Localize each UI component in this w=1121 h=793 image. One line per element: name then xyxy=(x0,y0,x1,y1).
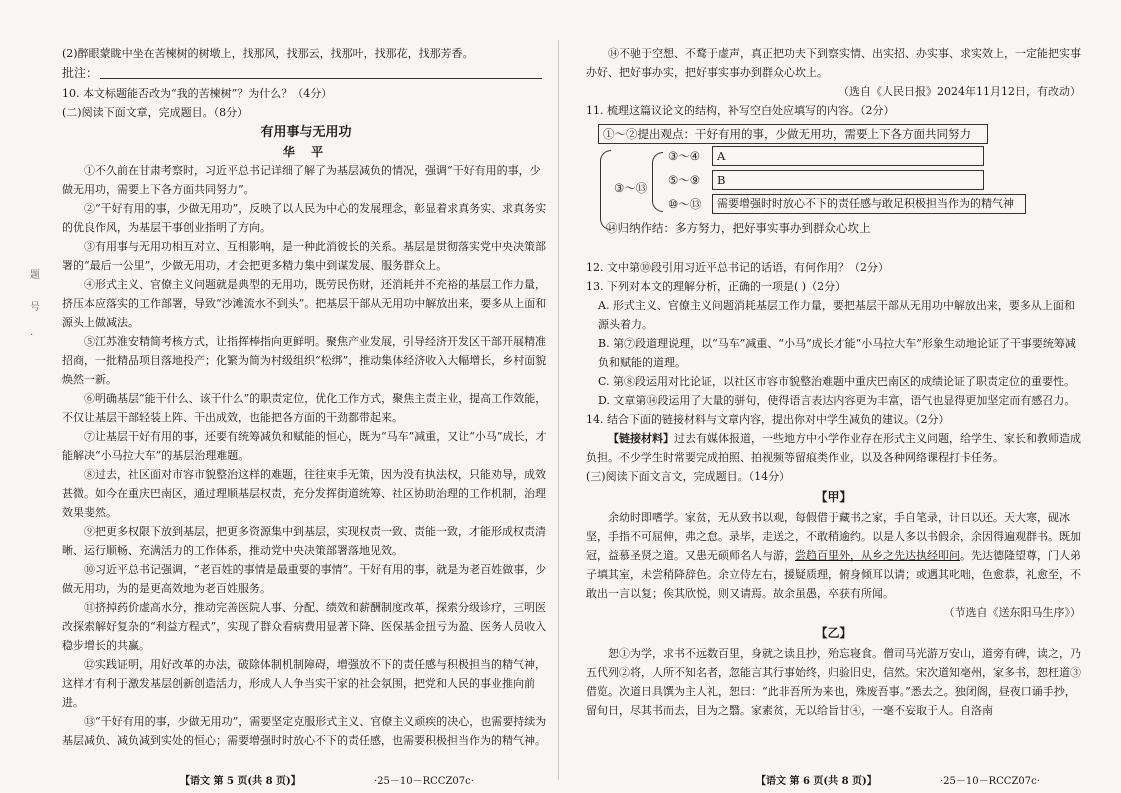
paragraph-10: ⑩习近平总书记强调，“老百姓的事情是最重要的事情”。干好有用的事，就是为老百姓做事，少做无用功，为的是更高效地为老百姓服务。 xyxy=(62,563,547,595)
question-11: 11. 梳理这篇议论文的结构，补写空白处应填写的内容。（2分） xyxy=(586,104,895,117)
side-mark-3: · xyxy=(30,330,34,341)
paragraph-6: ⑥明确基层“能干什么、该干什么”的职责定位，优化工作方式，聚焦主责主业，提高工作效能，不仅让基层干部轻装上阵、干出成效，也能把各方面的干劲都带起来。 xyxy=(62,392,547,424)
paragraph-8: ⑧过去，社区面对市容市貌整治这样的难题，往往束手无策，因为没有执法权，只能劝导，成效甚微。如今在重庆巴南区，通过理顺基层权责，充分发挥街道统筹、社区协助治理的工作机制，治理效果斐然。 xyxy=(62,468,546,519)
poem-line: (2)醉眼蒙眬中坐在苦楝树的树墩上，找那风，找那云，找那叶，找那花，找那芳香。 xyxy=(62,47,474,60)
diagram-bottom: ⑭归纳作结：多方努力，把好事实事办到群众心坎上 xyxy=(606,221,871,235)
paragraph-11: ⑪挤掉药价虚高水分，推动完善医院人事、分配、绩效和薪酬制度改革，探索分级诊疗，三明医改探索解好复杂的“利益方程式”，实现了群众看病费用显著下降、医保基金扭亏为盈、医务人员收入稳步增长的共赢。 xyxy=(62,601,547,652)
side-mark-1: 题 xyxy=(30,270,40,281)
section-3-heading: (三)阅读下面文言文，完成题目。（14分） xyxy=(586,470,791,483)
diagram-outer-brace xyxy=(600,150,611,230)
q13-option-d[interactable]: D. 文章第⑭段运用了大量的骈句，使得语言表达内容更为丰富，语气也显得更加坚定而有感召力。 xyxy=(598,394,1076,407)
passage-yi: 恕①为学，求书不远数百里，身就之读且抄，殆忘寝食。僧司马光游万安山，道旁有碑，读之，乃五代列②将，人所不知名者，忽能言其行事始终，归验旧史，信然。宋次道知亳州，家多书，恕枉道③借览。次道日具馔为主人礼，恕曰：“此非吾所为来也，殊废吾事。”悉去之。独闭阁，昼夜口诵手抄，留旬日，尽其书而去，目为之翳。家素贫，无以给旨甘④，一毫不妄取于人。自洛南 xyxy=(586,647,1081,717)
question-12: 12. 文中第⑩段引用习近平总书记的话语，有何作用？（2分） xyxy=(586,261,889,274)
q13-option-a[interactable]: A. 形式主义、官僚主义问题消耗基层工作力量，要把基层干部从无用功中解放出来，要多从上面和源头着力。 xyxy=(598,299,1075,331)
question-13: 13. 下列对本文的理解分析，正确的一项是( )（2分） xyxy=(586,280,847,293)
side-mark-2: 号 xyxy=(30,302,40,313)
article-author: 华 平 xyxy=(282,145,330,159)
diagram-inner-brace xyxy=(652,152,663,212)
q13-option-b[interactable]: B. 第⑦段道理说理，以“马车”减重、“小马”成长才能“小马拉大车”形象生动地论证了干事要统筹减负和赋能的道理。 xyxy=(598,337,1076,369)
diagram-branch2-label: ⑤～⑨ xyxy=(668,173,701,187)
right-footer xyxy=(756,775,1040,789)
article-body xyxy=(62,161,550,750)
diagram-branch3-box: 需要增强时时放心不下的责任感与敢足积极担当作为的精气神 xyxy=(712,194,1026,214)
annotation-label: 批注： xyxy=(62,66,99,80)
diagram-top-box: ①～②提出观点：干好有用的事，少做无用功，需要上下各方面共同努力 xyxy=(598,124,988,144)
annotation-blank[interactable] xyxy=(100,63,542,79)
passage-jia xyxy=(586,508,1081,603)
answer-box-b[interactable]: B xyxy=(712,170,984,190)
passage-jia-text-1: 余幼时即嗜学。家贫，无从致书以观，每假借于藏书之家，手自笔录，计日以还。天大寒，砚冰坚，手指不可屈伸，弗之怠。录毕，走送之，不敢稍逾约。以是人多以书假余，余因得遍观群书。既加冠，益慕圣贤之道。又患无硕师名人与游， xyxy=(586,511,1081,562)
left-footer xyxy=(180,775,474,789)
article-source: （选自《人民日报》2024年11月12日，有改动） xyxy=(838,85,1081,98)
paragraph-14: ⑭不驰于空想、不鹜于虚声，真正把功夫下到察实情、出实招、办实事、求实效上，一定能把实事办好、把好事办实，把好事实事办到群众心坎上。 xyxy=(586,47,1081,79)
structure-diagram xyxy=(586,122,1081,254)
page-divider xyxy=(558,40,559,780)
left-page-number: 【语文 第 5 页(共 8 页)】 xyxy=(180,776,301,787)
link-material xyxy=(586,429,1081,467)
paragraph-9: ⑨把更多权限下放到基层，把更多资源集中到基层，实现权责一致、责能一致，才能形成权责清晰、运行顺畅、充满活力的工作体系，推动党中央决策部署落地见效。 xyxy=(62,525,546,557)
diagram-branch3-label: ⑩～⑬ xyxy=(668,197,702,211)
passage-jia-source: （节选自《送东阳马生序》） xyxy=(943,606,1081,619)
diagram-mid-label: ③～⑬ xyxy=(614,181,648,195)
annotation-line xyxy=(62,63,550,84)
paragraph-2: ②“干好有用的事，少做无用功”，反映了以人民为中心的发展理念，彰显着求真务实、求真务实的优良作风，为基层干事创业指明了方向。 xyxy=(62,202,547,234)
left-page xyxy=(0,0,560,793)
question-14: 14. 结合下面的链接材料与文章内容，提出你对中学生减负的建议。（2分） xyxy=(586,413,950,426)
passage-jia-underline: 尝趋百里外，从乡之先达执经叩问 xyxy=(795,549,960,562)
article-title: 有用事与无用功 xyxy=(260,125,352,140)
left-page-code: ·25－10－RCCZ07c· xyxy=(373,776,474,787)
q13-option-c[interactable]: C. 第⑧段运用对比论证，以社区市容市貌整治难题中重庆巴南区的成绩论证了职责定位的重要性。 xyxy=(598,375,1076,388)
paragraph-13: ⑬“干好有用的事，少做无用功”，需要坚定克服形式主义、官僚主义顽疾的决心，也需要持续为基层减负、减负减到实处的恒心；需要增强时时放心不下的责任感，也需要积极担当作为的精气神。 xyxy=(62,715,547,747)
link-material-label: 【链接材料】 xyxy=(608,432,674,445)
section-2-heading: (二)阅读下面文章，完成题目。（8分） xyxy=(62,106,249,119)
question-10: 10. 本文标题能否改为“我的苦楝树”？为什么？（4分） xyxy=(62,87,333,100)
passage-jia-heading: 【甲】 xyxy=(815,490,852,504)
paragraph-7: ⑦让基层干好有用的事，还要有统筹减负和赋能的恒心，既为“马车”减重，又让“小马”成长，才能解决“小马拉大车”的基层治理难题。 xyxy=(62,430,547,462)
paragraph-1: ①不久前在甘肃考察时，习近平总书记详细了解了为基层减负的情况，强调“干好有用的事，少做无用功，需要上下各方面共同努力”。 xyxy=(62,164,541,196)
paragraph-3: ③有用事与无用功相互对立、互相影响，是一种此消彼长的关系。基层是贯彻落实党中央决策部署的“最后一公里”，少做无用功，才会把更多精力集中到谋发展、服务群众上。 xyxy=(62,240,546,272)
diagram-branch1-label: ③～④ xyxy=(668,149,701,163)
right-page-number: 【语文 第 6 页(共 8 页)】 xyxy=(756,776,877,787)
passage-jia-text-2: 。先达德隆望尊，门人弟子填其室，未尝稍降辞色。余立侍左右，援疑质理，俯身倾耳以请；或遇其叱咄，色愈恭，礼愈至，不敢出一言以复；俟其欣悦，则又请焉。故余虽愚，卒获有所闻。 xyxy=(586,549,1081,600)
passage-yi-heading: 【乙】 xyxy=(815,626,852,640)
paragraph-4: ④形式主义、官僚主义问题就是典型的无用功，既劳民伤财，还消耗并不充裕的基层工作力量，挤压本应落实的工作部署，导致“沙滩流水不到头”。把基层干部从无用功中解放出来，要多从上面和源头上做减法。 xyxy=(62,278,547,329)
right-page xyxy=(560,0,1121,793)
paragraph-5: ⑤江苏淮安精简考核方式，让指挥棒指向更鲜明。聚焦产业发展，引导经济开发区干部开展精准招商，一批精品项目落地投产；化繁为简为村级组织“松绑”，推动集体经济收入大幅增长，乡村面貌焕然一新。 xyxy=(62,335,547,386)
right-page-code: ·25－10－RCCZ07c· xyxy=(939,776,1040,787)
paragraph-12: ⑫实践证明，用好改革的办法，破除体制机制障碍，增强放不下的责任感与积极担当的精气神，这样才有利于激发基层创新创造活力，形成人人争当实干家的社会氛围，把党和人民的事业推向前进。 xyxy=(62,658,546,709)
link-material-text: 过去有媒体报道，一些地方中小学作业存在形式主义问题，给学生、家长和教师造成负担。不少学生时常要完成拍照、拍视频等留痕类作业，以及各种网络课程打卡任务。 xyxy=(586,432,1081,464)
answer-box-a[interactable]: A xyxy=(712,146,984,166)
